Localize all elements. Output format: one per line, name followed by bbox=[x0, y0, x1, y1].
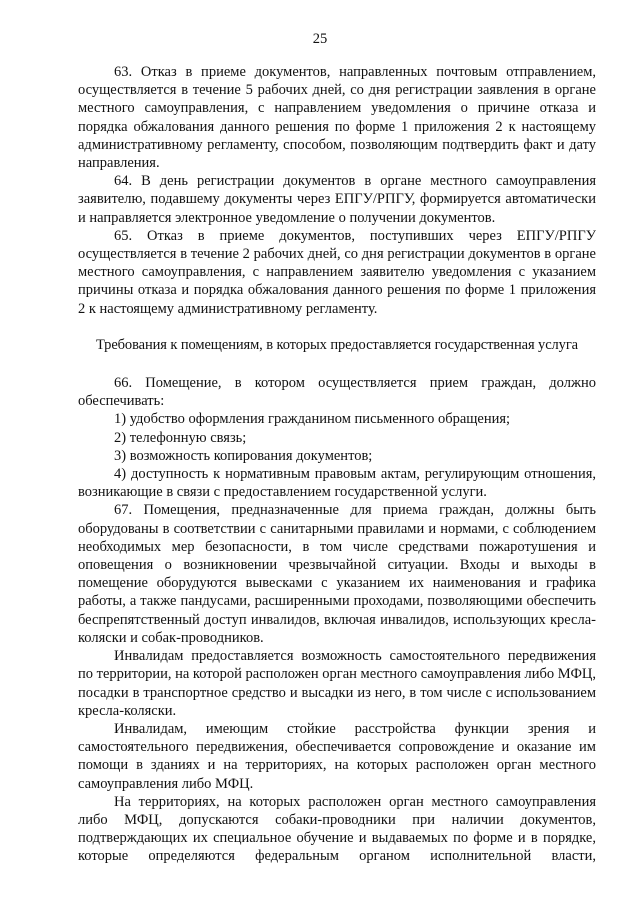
list-item-1: 1) удобство оформления гражданином письменного обращения; bbox=[114, 411, 511, 428]
section-heading: Требования к помещениям, в которых предоставляется государственная услуга bbox=[95, 336, 579, 353]
paragraph-63: 63. Отказ в приеме документов, направленных почтовым отправлением, осуществляется в течение 5 рабочих дней, со дня регистрации заявления в органе местного самоуправления, с направлением уведомления о причине отказа и порядка обжалования данного решения по форме 1 приложения 2 к настоящему административному регламенту, способом, позволяющим подтвердить факт и дату направления. bbox=[78, 64, 596, 172]
paragraph-64: 64. В день регистрации документов в органе местного самоуправления заявителю, подавшему документы через ЕПГУ/РПГУ, формируется автоматически и направляется электронное уведомление о получении документов. bbox=[78, 173, 596, 226]
paragraph-movement: Инвалидам предоставляется возможность самостоятельного передвижения по территории, на которой расположен орган местного самоуправления либо МФЦ, посадки в транспортное средство и высадки из него, в том числе с использованием кресла-коляски. bbox=[78, 648, 597, 719]
paragraph-66: 66. Помещение, в котором осуществляется прием граждан, должно обеспечивать: bbox=[78, 375, 596, 410]
paragraph-65: 65. Отказ в приеме документов, поступивших через ЕПГУ/РПГУ осуществляется в течение 2 рабочих дней, со дня регистрации документов в органе местного самоуправления, с направлением заявителю уведомления с указанием причины отказа и порядка обжалования данного решения по форме 1 приложения 2 к настоящему административному регламенту. bbox=[78, 227, 596, 317]
paragraph-67: 67. Помещения, предназначенные для приема граждан, должны быть оборудованы в соответствии с санитарными правилами и нормами, с соблюдением необходимых мер безопасности, в том числе средствами пожаротушения и оповещения о возникновении чрезвычайной ситуации. Входы и выходы в помещение оборудуются вывесками с указанием их наименования и графика работы, а также пандусами, расширенными проходами, позволяющими обеспечить беспрепятственный доступ инвалидов, включая инвалидов, использующих кресла-коляски и собак-проводников. bbox=[78, 502, 596, 646]
page-number: 25 bbox=[312, 31, 328, 47]
list-item-3: 3) возможность копирования документов; bbox=[114, 447, 373, 464]
paragraph-vision: Инвалидам, имеющим стойкие расстройства функции зрения и самостоятельного передвижения, обеспечивается сопровождение и оказание им помощи в зданиях и на территориях, на которых расположен орган местного самоуправления либо МФЦ. bbox=[78, 720, 596, 792]
list-item-2: 2) телефонную связь; bbox=[114, 429, 247, 446]
list-item-4: 4) доступность к нормативным правовым актам, регулирующим отношения, возникающие в связи с предоставлением государственной услуги. bbox=[78, 466, 596, 501]
paragraph-guide-dogs: На территориях, на которых расположен орган местного самоуправления либо МФЦ, допускаются собаки-проводники при наличии документов, подтверждающих их специальное обучение и выдаваемых по форме и в порядке, которые определяются федеральным органом исполнительной власти, bbox=[78, 793, 596, 865]
document-body bbox=[78, 63, 596, 866]
